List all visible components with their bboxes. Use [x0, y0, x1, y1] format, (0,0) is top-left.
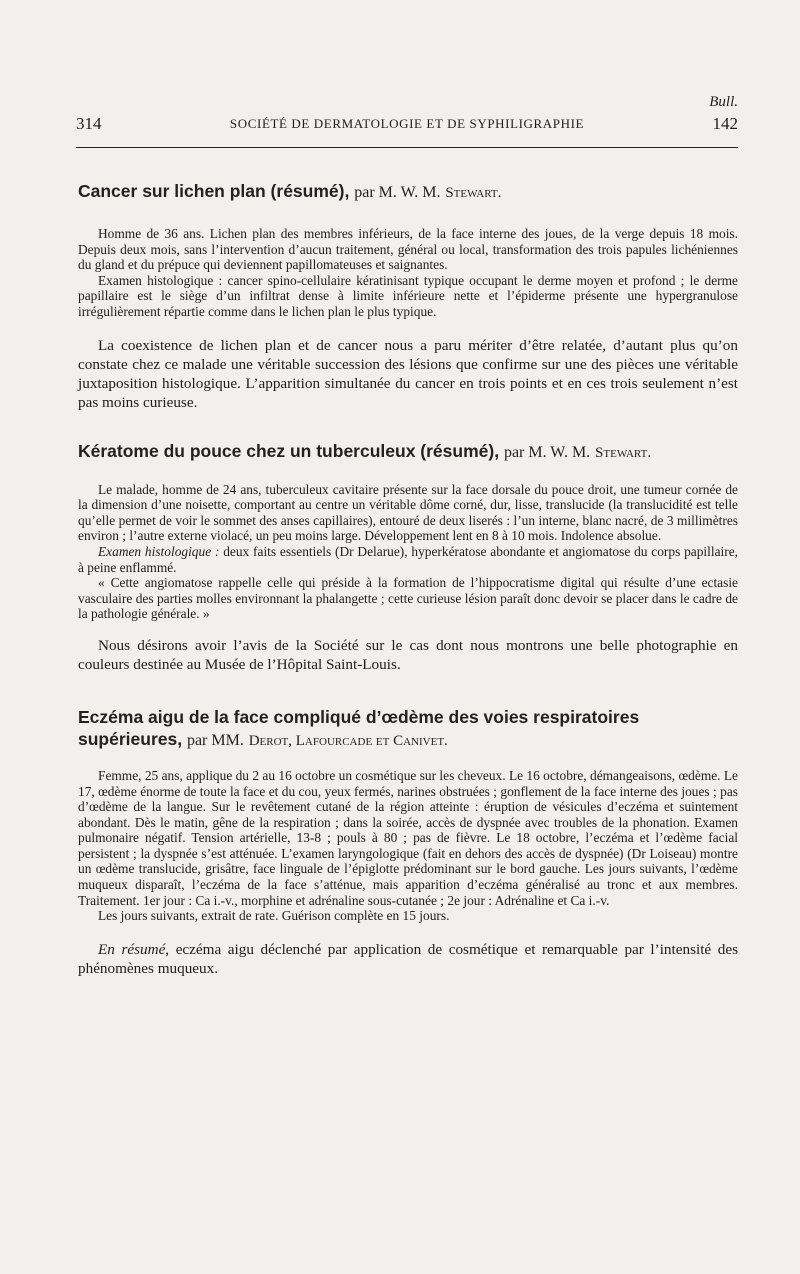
page-number-left: 314 [76, 114, 102, 133]
paragraph: Nous désirons avoir l’avis de la Société sur le cas dont nous montrons une belle photographie en couleurs destinée au Musée de l’Hôpital Saint-Louis. [78, 636, 738, 673]
exam-label: Examen histologique : [98, 543, 220, 559]
article-content [78, 180, 738, 978]
section-authors: Stewart. [445, 185, 502, 201]
paragraph: Femme, 25 ans, applique du 2 au 16 octobre un cosmétique sur les cheveux. Le 16 octobre, démangeaisons, œdème. Le 17, œdème énorme de toute la face et du cou, yeux fermés, narines obstruées ; gonflement de la face interne des joues ; pas d’œdème de la langue. Sur le revêtement cutané de la région atteinte : éruption de vésicules d’eczéma et suintement abondant. Dès le matin, gêne de la respiration ; dans la soirée, accès de dyspnée avec troubles de la phonation. Examen pulmonaire négatif. Tension artérielle, 13-8 ; pouls à 80 ; pas de fièvre. Le 18 octobre, l’eczéma et l’œdème facial persistent ; la dyspnée s’est atténuée. L’examen laryngologique (fait en dehors des accès de dyspnée) (Dr Loiseau) montre un œdème translucide, grisâtre, face linguale de l’épiglotte prédominant sur le bord gauche. Les jours suivants, l’œdème muqueux disparaît, l’eczéma de la face s’atténue, mais apparition d’eczéma généralisé au tronc et aux membres. Traitement. 1er jour : Ca i.-v., morphine et adrénaline sous-cutanée ; 2e jour : Adrénaline et Ca i.-v. [78, 767, 738, 908]
page-number-right: 142 [712, 114, 738, 133]
paragraph: Les jours suivants, extrait de rate. Guérison complète en 15 jours. [98, 908, 450, 924]
bulletin-label: Bull. [709, 94, 738, 110]
paragraph-summary [78, 940, 738, 978]
paragraph: Homme de 36 ans. Lichen plan des membres inférieurs, de la face interne des joues, de la verge depuis 18 mois. Depuis deux mois, sans l’intervention d’aucun traitement, général ou local, transformation des trois papules lichéniennes du gland et du prépuce qui deviennent papillomateuses et saignantes. [78, 226, 738, 273]
section-authors: Stewart. [595, 444, 652, 461]
summary-text: eczéma aigu déclenché par application de cosmétique et remarquable par l’intensité des phénomènes muqueux. [78, 940, 738, 977]
paragraph-quote: « Cette angiomatose rappelle celle qui préside à la formation de l’hippocratisme digital qui résulte d’une ectasie vasculaire des parties molles environnant la phalangette ; cette curieuse lésion paraît donc devoir se placer dans le cadre de la pathologie générale. » [78, 575, 738, 622]
summary-label: En résumé, [98, 940, 170, 958]
header-rule [76, 147, 738, 148]
section-byline: par M. W. M. [354, 184, 441, 201]
exam-text: deux faits essentiels (Dr Delarue), hyperkératose abondante et angiomatose du corps papillaire, à peine enflammé. [78, 543, 738, 575]
section-title-keratome [78, 440, 738, 464]
paragraph: La coexistence de lichen plan et de cancer nous a paru mériter d’être relatée, d’autant plus qu’on constate chez ce malade une véritable succession des lésions que confirme sur une des pièces une véritable juxtaposition histologique. L’apparition simultanée du cancer en trois points et en ces trois seulement n’est pas moins curieuse. [78, 336, 738, 411]
section-body-small [78, 768, 738, 924]
paragraph: Le malade, homme de 24 ans, tuberculeux cavitaire présente sur la face dorsale du pouce droit, une tumeur cornée de la dimension d’une noisette, comportant au centre un véritable dôme corné, dur, lisse, translucide (la translucidité est telle qu’elle permet de voir le sommet des anses capillaires), entouré de deux liserés : l’un interne, blanc nacré, de 3 millimètres environ ; l’autre externe violacé, un peu moins large. Développement lent en 8 à 10 mois. Indolence absolue. [78, 481, 738, 544]
section-title-eczema [78, 706, 738, 752]
section-body-large [78, 636, 738, 674]
section-authors: Derot, Lafourcade et Canivet. [248, 732, 448, 749]
paragraph-exam [78, 544, 738, 575]
section-title-text: Cancer sur lichen plan (résumé), [78, 181, 350, 201]
section-byline: par M. W. M. [503, 443, 591, 461]
section-body-small [78, 482, 738, 622]
section-byline: par MM. [186, 731, 244, 749]
section-body-small [78, 226, 738, 320]
section-title-text: Kératome du pouce chez un tuberculeux (résumé), [78, 440, 500, 461]
section-title-text: Eczéma aigu de la face compliqué d’œdème des voies respiratoires supérieures, [78, 706, 640, 749]
paragraph: Examen histologique : cancer spino-cellulaire kératinisant typique occupant le derme moyen et profond ; le derme papillaire est le siège d’un infiltrat dense à limite inférieure nette et l’épiderme présente une hypergranulose irrégulièrement répartie comme dans le lichen plan le plus typique. [78, 272, 738, 319]
section-body-large [78, 940, 738, 978]
section-title-cancer [78, 180, 738, 204]
running-head [76, 114, 738, 136]
running-title: SOCIÉTÉ DE DERMATOLOGIE ET DE SYPHILIGRAPHIE [229, 116, 585, 131]
section-body-large [78, 336, 738, 412]
